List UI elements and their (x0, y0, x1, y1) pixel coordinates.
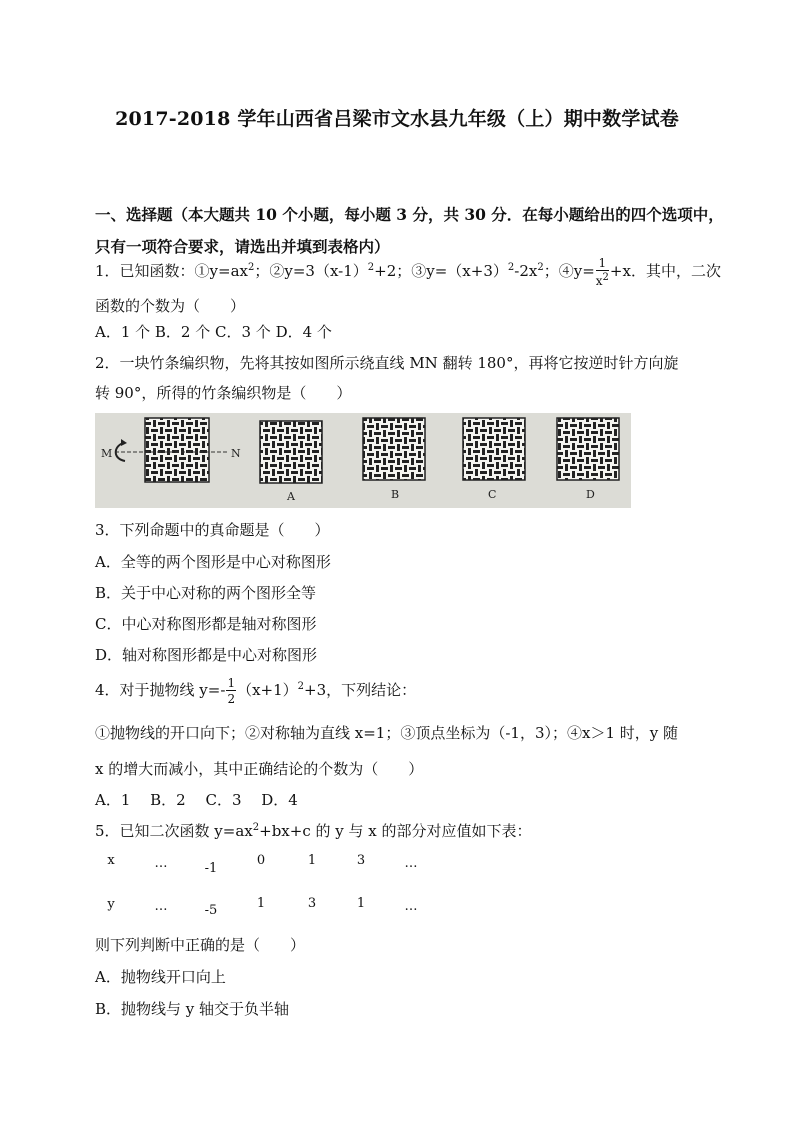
table-cell: -5 (204, 903, 218, 918)
table-cell: 1 (307, 853, 317, 868)
option-d-weave (557, 418, 619, 501)
label-b: B (391, 488, 400, 501)
question-3-option-b: B．关于中心对称的两个图形全等 (95, 584, 317, 602)
question-1-options: A．1 个 B．2 个 C．3 个 D．4 个 (95, 323, 332, 341)
table-cell: … (404, 856, 418, 871)
label-d: D (586, 488, 595, 501)
question-4-stem: 4．对于抛物线 y=- $\frac{1}{2}$ $(x+1)^2+3$，下列结论： (95, 676, 417, 706)
original-weave (101, 418, 241, 482)
question-1-stem-line2: 函数的个数为（ ） (95, 297, 246, 315)
table-cell: 3 (307, 896, 317, 911)
table-cell: … (154, 899, 168, 914)
question-3-option-d: D．轴对称图形都是中心对称图形 (95, 646, 318, 664)
table-y-label: y (107, 897, 115, 912)
table-cell: 3 (356, 853, 366, 868)
table-cell: 1 (256, 896, 266, 911)
fraction-1-over-2: $\frac{1}{2}$ (227, 676, 236, 706)
section-heading-line1: 一、选择题（本大题共 10 个小题，每小题 3 分，共 30 分．在每小题给出的四个选项中， (95, 205, 724, 224)
question-3-stem: 3．下列命题中的真命题是（ ） (95, 521, 330, 539)
question-4-conclusions-line2: x 的增大而减小，其中正确结论的个数为（ ） (95, 760, 424, 778)
question-5-stem: 5．已知二次函数 $y=ax^2+bx+c$ 的 y 与 x 的部分对应值如下表： (95, 822, 532, 840)
weaving-figure (95, 413, 631, 508)
question-2-stem-line2: 转 90°，所得的竹条编织物是（ ） (95, 384, 352, 402)
label-c: C (488, 488, 497, 501)
table-cell: -1 (204, 861, 218, 876)
option-a-weave (260, 421, 322, 503)
label-n: N (231, 447, 241, 460)
question-3-option-c: C．中心对称图形都是轴对称图形 (95, 615, 317, 633)
question-5-option-b: B．抛物线与 y 轴交于负半轴 (95, 1000, 290, 1018)
question-4-conclusions-line1: ①抛物线的开口向下；②对称轴为直线 x=1；③顶点坐标为（-1，3）；④x＞1 时，y 随 (95, 724, 679, 742)
option-b-weave (363, 418, 425, 501)
table-x-label: x (107, 853, 115, 868)
question-1-stem: 1．已知函数：$①y=ax^2$；$②y=3(x-1)^2+2$；$③y=(x+3)^2-2x^2$；④y= $\frac{1}{x^2}$ +x．其中，二次 (95, 256, 721, 288)
question-3-option-a: A．全等的两个图形是中心对称图形 (95, 553, 331, 571)
label-m: M (101, 447, 113, 460)
option-c-weave (463, 418, 525, 501)
fraction-1-over-x2: $\frac{1}{x^2}$ (595, 256, 609, 288)
question-2-stem-line1: 2．一块竹条编织物，先将其按如图所示绕直线 MN 翻转 180°，再将它按逆时针方向旋 (95, 354, 679, 372)
question-5-option-a: A．抛物线开口向上 (95, 968, 226, 986)
table-cell: … (404, 899, 418, 914)
section-heading-line2: 只有一项符合要求，请选出并填到表格内） (95, 237, 390, 256)
page-title: 2017-2018 学年山西省吕梁市文水县九年级（上）期中数学试卷 (115, 108, 679, 130)
table-cell: 0 (256, 853, 266, 868)
label-a: A (287, 490, 295, 503)
question-5-judgment-stem: 则下列判断中正确的是（ ） (95, 936, 306, 954)
table-cell: 1 (356, 896, 366, 911)
question-4-options: A．1 B．2 C．3 D．4 (95, 791, 298, 809)
table-cell: … (154, 856, 168, 871)
